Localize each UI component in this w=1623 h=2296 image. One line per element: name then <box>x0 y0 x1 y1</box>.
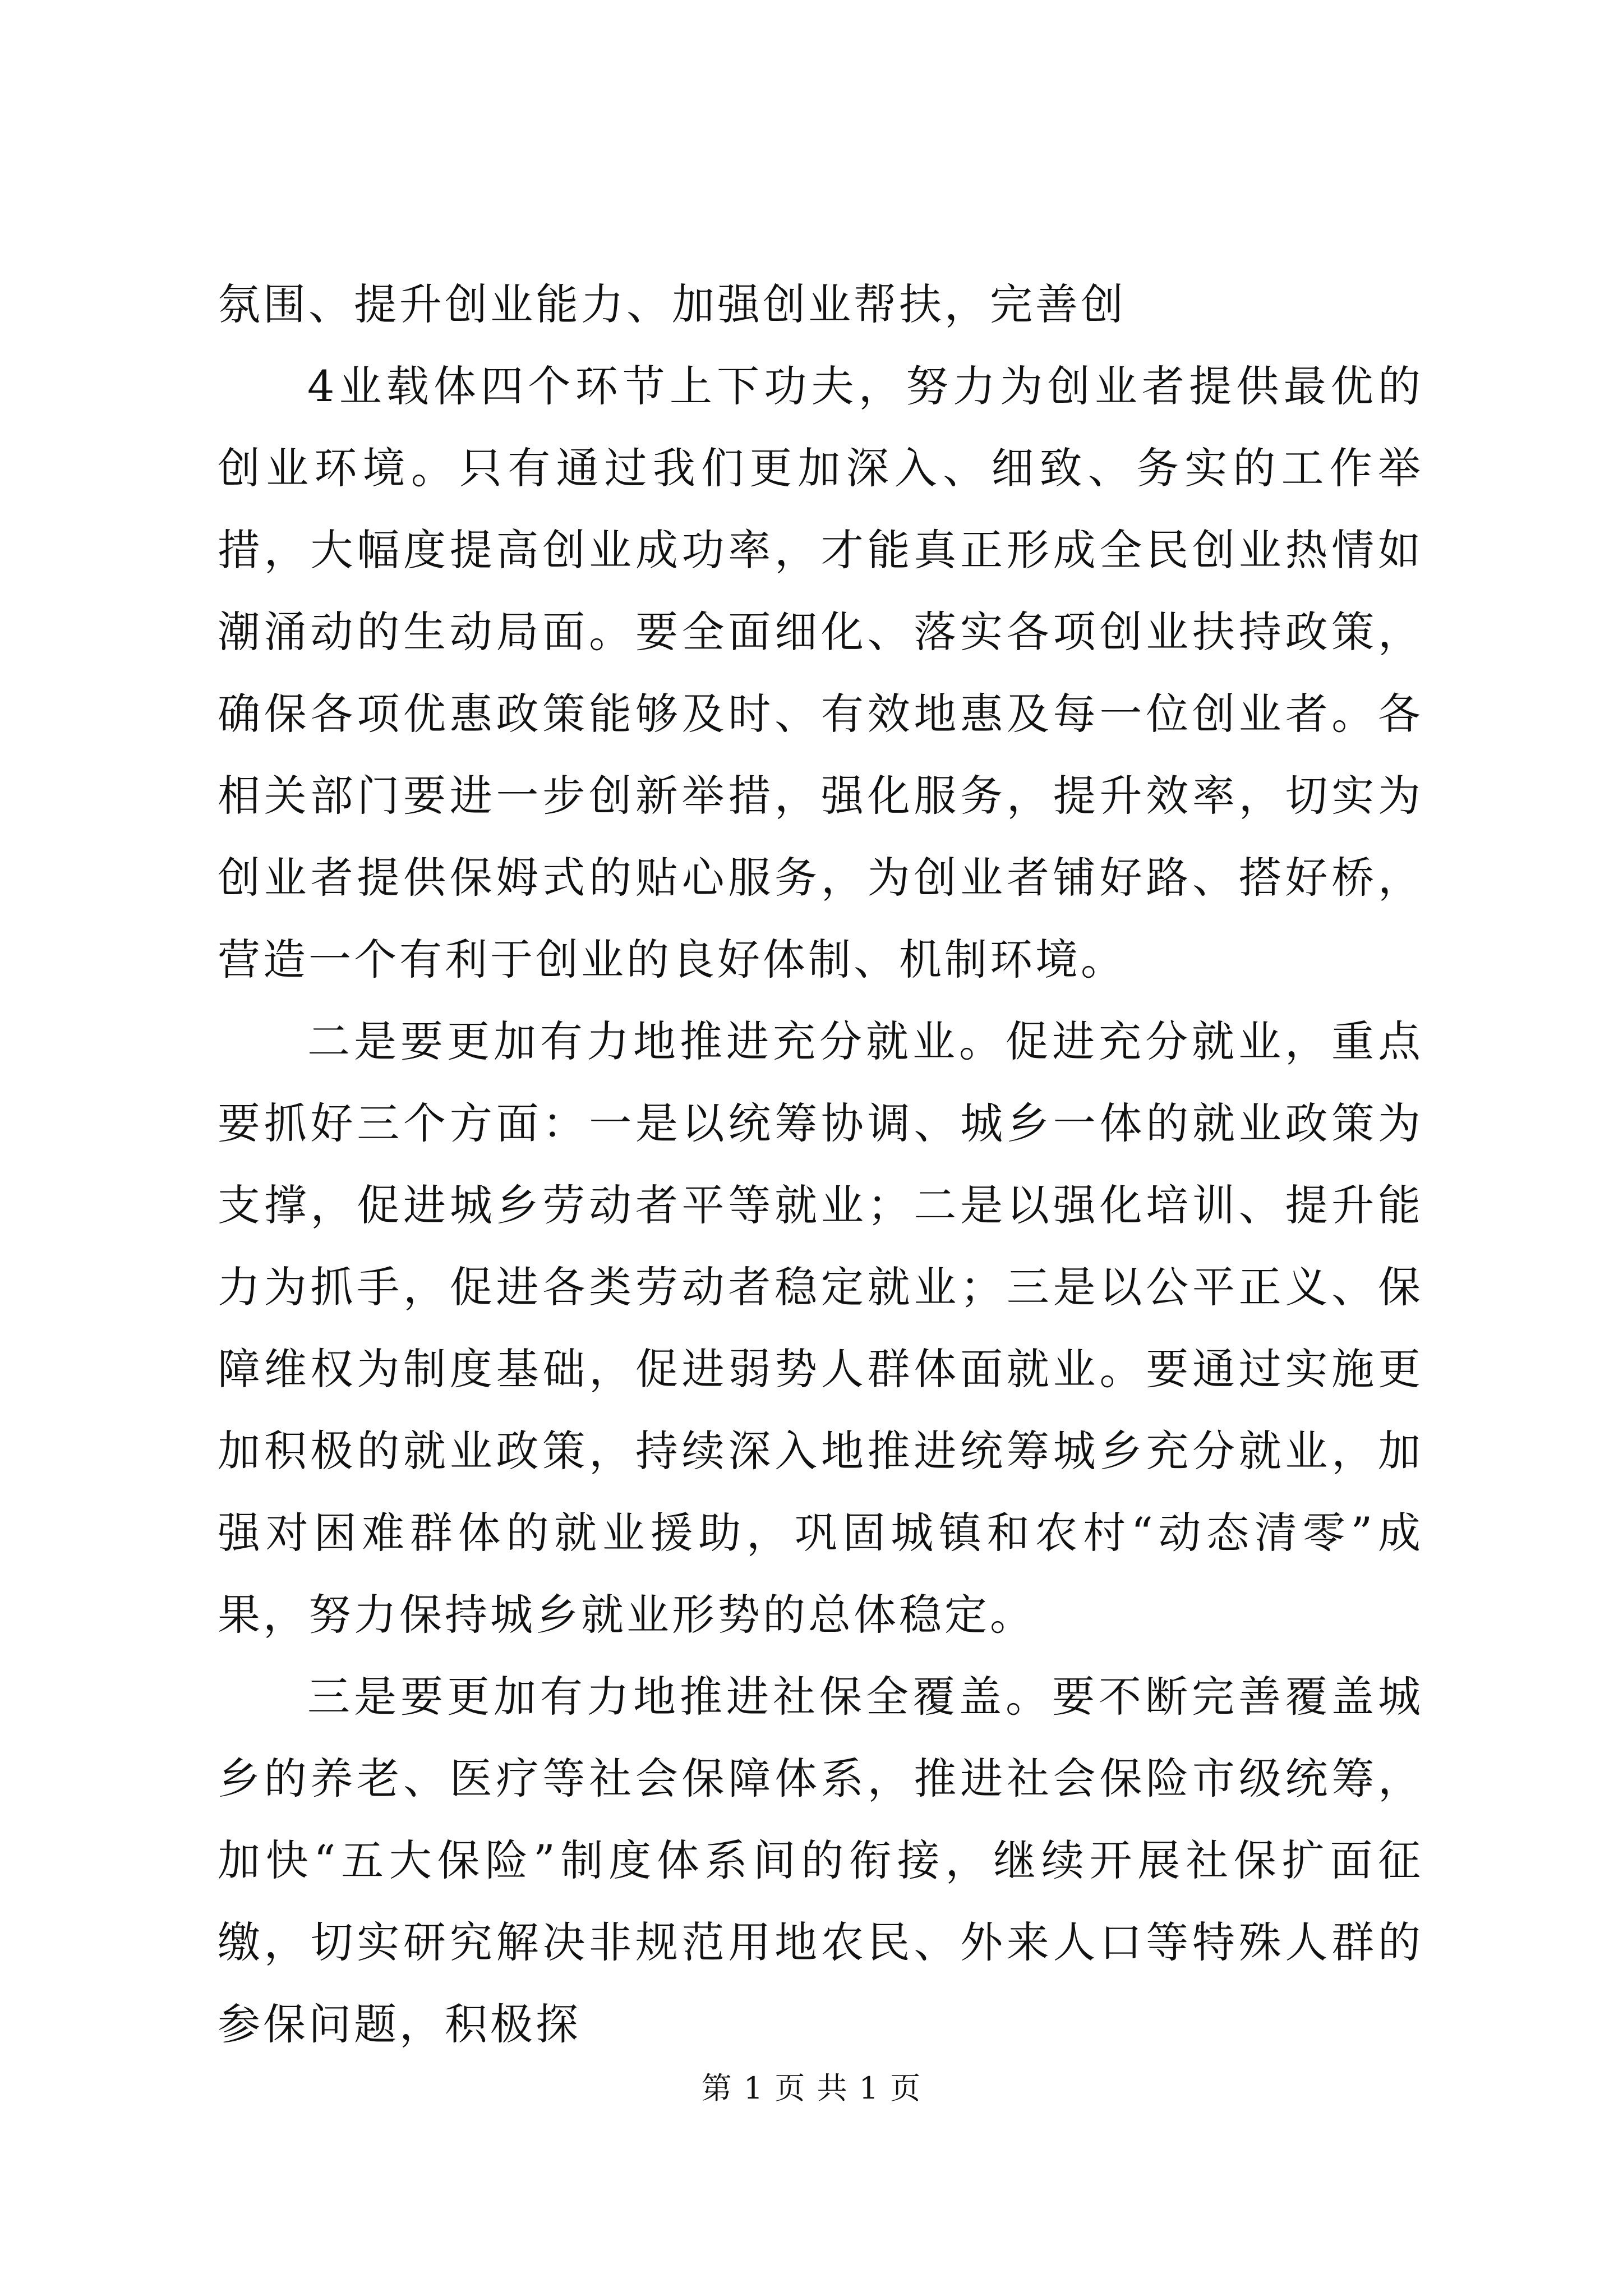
paragraph-2: 4业载体四个环节上下功夫，努力为创业者提供最优的创业环境。只有通过我们更加深入、细致、务实的工作举措，大幅度提高创业成功率，才能真正形成全民创业热情如潮涌动的生动局面。要全面细化、落实各项创业扶持政策，确保各项优惠政策能够及时、有效地惠及每一位创业者。各相关部门要进一步创新举措，强化服务，提升效率，切实为创业者提供保姆式的贴心服务，为创业者铺好路、搭好桥，营造一个有利于创业的良好体制、机制环境。 <box>218 361 1423 984</box>
paragraph-1: 氛围、提升创业能力、加强创业帮扶，完善创 <box>218 279 1126 329</box>
paragraph-3: 二是要更加有力地推进充分就业。促进充分就业，重点要抓好三个方面：一是以统筹协调、城乡一体的就业政策为支撑，促进城乡劳动者平等就业；二是以强化培训、提升能力为抓手，促进各类劳动者稳定就业；三是以公平正义、保障维权为制度基础，促进弱势人群体面就业。要通过实施更加积极的就业政策，持续深入地推进统筹城乡充分就业，加强对困难群体的就业援助，巩固城镇和农村“动态清零”成果，努力保持城乡就业形势的总体稳定。 <box>218 1016 1423 1640</box>
page-footer: 第 1 页 共 1 页 <box>701 2070 922 2106</box>
body-text <box>218 264 1423 2065</box>
paragraph-4: 三是要更加有力地推进社保全覆盖。要不断完善覆盖城乡的养老、医疗等社会保障体系，推进社会保险市级统筹，加快“五大保险”制度体系间的衔接，继续开展社保扩面征缴，切实研究解决非规范用地农民、外来人口等特殊人群的参保问题，积极探 <box>218 1672 1423 2049</box>
